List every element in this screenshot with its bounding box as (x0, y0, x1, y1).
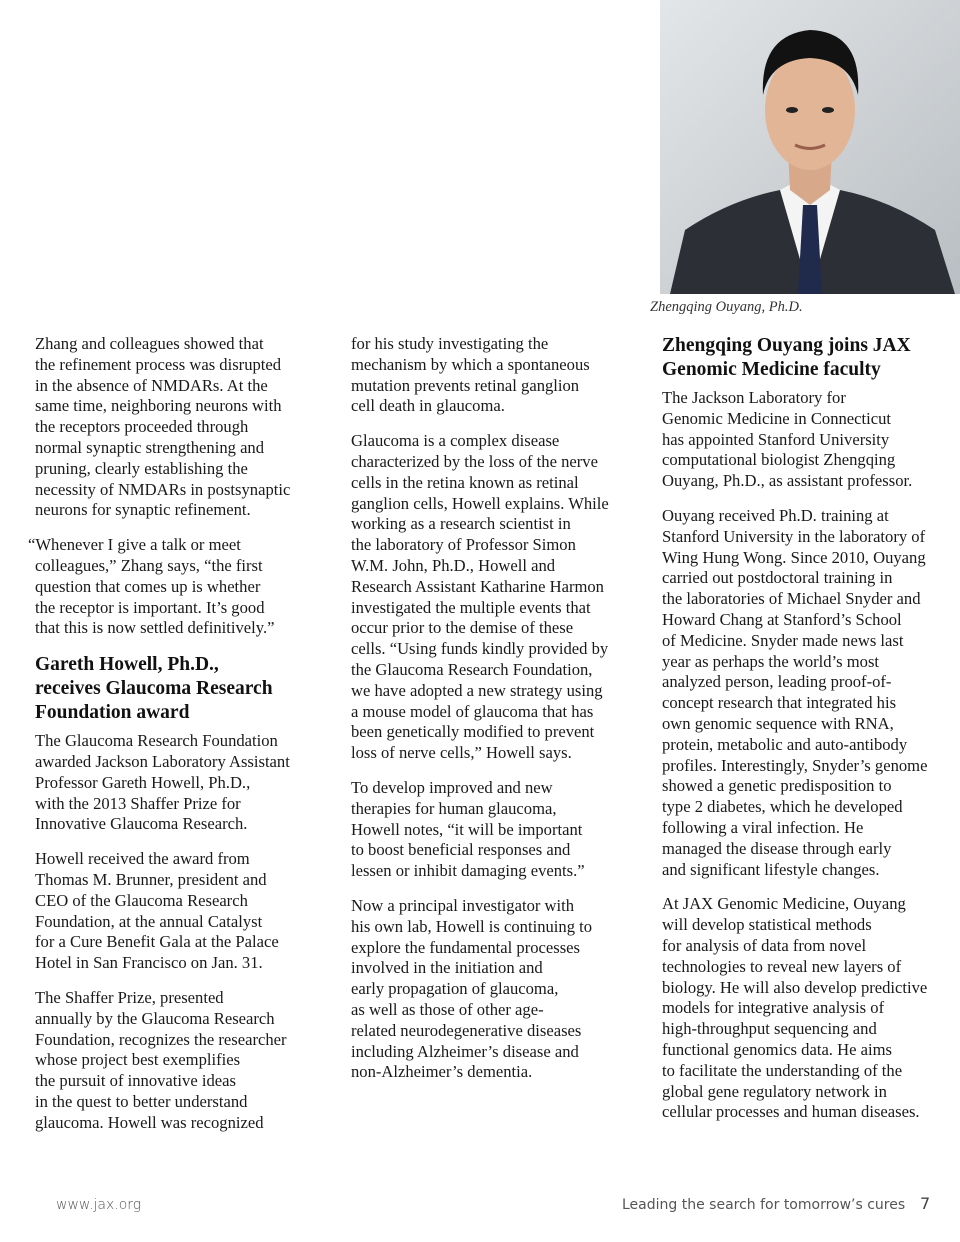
paragraph: Ouyang received Ph.D. training at Stanford University in the laboratory of Wing Hung Wong. Since 2010, Ouyang carried out postdoctoral training in the laboratories of Michael Snyder and Howard Chang at Stanford’s School of Medicine. Snyder made news last year as perhaps the world’s most analyzed person, leading proof-of- concept research that integrated his own genomic sequence with RNA, protein, metabolic and auto-antibody profiles. Interestingly, Snyder’s genome showed a genetic predisposition to type 2 diabetes, which he developed following a viral infection. He managed the disease through early and significant lifestyle changes. (662, 505, 928, 879)
paragraph: The Shaffer Prize, presented annually by the Glaucoma Research Foundation, recognizes the researcher whose project best exemplifies the pursuit of innovative ideas in the quest to better understand glaucoma. Howell was recognized (35, 987, 287, 1132)
paragraph: Howell received the award from Thomas M. Brunner, president and CEO of the Glaucoma Research Foundation, at the annual Catalyst for a Cure Benefit Gala at the Palace Hotel in San Francisco on Jan. 31. (35, 849, 279, 973)
photo-caption: Zhengqing Ouyang, Ph.D. (650, 299, 803, 315)
paragraph: At JAX Genomic Medicine, Ouyang will develop statistical methods for analysis of data from novel technologies to reveal new layers of biology. He will also develop predictive models for integrative analysis of high-throughput sequencing and functional genomics data. He aims to facilitate the understanding of the global gene regulatory network in cellular processes and human diseases. (662, 894, 928, 1122)
paragraph: Now a principal investigator with his own lab, Howell is continuing to explore the fundamental processes involved in the initiation and early propagation of glaucoma, as well as those of other age- related neurodegenerative diseases including Alzheimer’s disease and non-Alzheimer’s dementia. (351, 895, 593, 1082)
quote-paragraph: “Whenever I give a talk or meet colleagues,” Zhang says, “the first question that comes up is whether the receptor is important. It’s good that this is now settled definitively.” (28, 535, 275, 638)
article-heading-howell: Gareth Howell, Ph.D., receives Glaucoma Research Foundation award (35, 654, 273, 724)
column-middle (351, 334, 626, 1097)
column-right (662, 334, 937, 1137)
article-heading-ouyang: Zhengqing Ouyang joins JAX Genomic Medicine faculty (662, 335, 911, 380)
page-number: 7 (920, 1194, 931, 1213)
paragraph: Zhang and colleagues showed that the refinement process was disrupted in the absence of NMDARs. At the same time, neighboring neurons with the receptors proceeded through normal synaptic strengthening and pruning, clearly establishing the necessity of NMDARs in postsynaptic neurons for synaptic refinement. (35, 334, 291, 520)
column-left (28, 334, 310, 1148)
footer-url: www.jax.org (56, 1197, 142, 1213)
paragraph: The Jackson Laboratory for Genomic Medicine in Connecticut has appointed Stanford University computational biologist Zhengqing Ouyang, Ph.D., as assistant professor. (662, 388, 913, 491)
paragraph: for his study investigating the mechanism by which a spontaneous mutation prevents retinal ganglion cell death in glaucoma. (351, 334, 590, 416)
paragraph: Glaucoma is a complex disease characterized by the loss of the nerve cells in the retina known as retinal ganglion cells, Howell explains. While working as a research scientist in the laboratory of Professor Simon W.M. John, Ph.D., Howell and Research Assistant Katharine Harmon investigated the multiple events that occur prior to the demise of these cells. “Using funds kindly provided by the Glaucoma Research Foundation, we have adopted a new strategy using a mouse model of glaucoma that has been genetically modified to prevent loss of nerve cells,” Howell says. (351, 431, 609, 763)
footer-tagline: Leading the search for tomorrow’s cures (622, 1197, 906, 1213)
paragraph: To develop improved and new therapies for human glaucoma, Howell notes, “it will be important to boost beneficial responses and lessen or inhibit damaging events.” (351, 777, 585, 881)
portrait-photo (660, 0, 960, 294)
portrait-illustration (660, 0, 960, 294)
paragraph: The Glaucoma Research Foundation awarded Jackson Laboratory Assistant Professor Gareth Howell, Ph.D., with the 2013 Shaffer Prize for Innovative Glaucoma Research. (35, 731, 290, 834)
